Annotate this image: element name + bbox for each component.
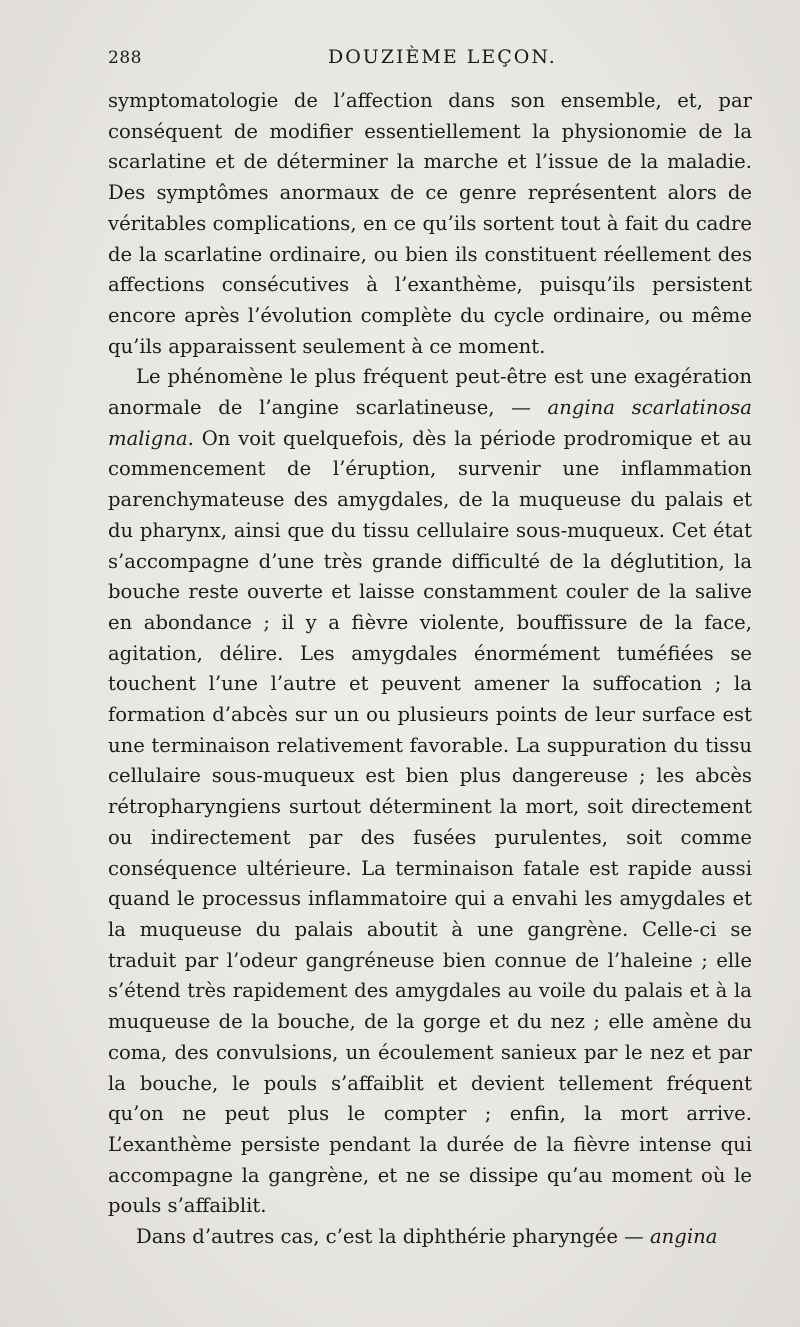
paragraph-2 [108,362,752,1222]
running-head: DOUZIÈME LEÇON. [328,46,557,68]
page-header [108,44,748,74]
paragraph-1: symptomatologie de l’affection dans son ensemble, et, par conséquent de modifier essentiellement la physionomie de la scarlatine et de déterminer la marche et l’issue de la maladie. Des symptômes anormaux de ce genre représentent alors de véritables complications, en ce qu’ils sortent tout à fait du cadre de la scarlatine ordinaire, ou bien ils constituent réellement des affections consécutives à l’exanthème, puisqu’ils persistent encore après l’évolution complète du cycle ordinaire, ou même qu’ils apparaissent seulement à ce moment. [108,89,752,358]
paragraph-3-latin-term: angina [649,1225,718,1249]
paragraph-3 [108,1222,752,1253]
paragraph-2-intro: Le phénomène le plus fréquent peut-être est une exagération anormale de l’angine scarlatineuse, — [108,365,752,420]
paragraph-3-intro: Dans d’autres cas, c’est la diphthérie pharyngée — [136,1225,650,1249]
body-text [108,86,752,1253]
paragraph-2-latin-term: angina scarlatinosa maligna. [108,396,752,450]
paragraph-2-body: On voit quelquefois, dès la période prodromique et au commencement de l’éruption, survenir une inflammation parenchymateuse des amygdales, de la muqueuse du palais et du pharynx, ainsi que du tissu cellulaire sous-muqueux. Cet état s’accompagne d’une très grande difficulté de la déglutition, la bouche reste ouverte et laisse constamment couler de la salive en abondance ; il y a fièvre violente, bouffissure de la face, agitation, délire. Les amygdales énormément tuméfiées se touchent l’une l’autre et peuvent amener la suffocation ; la formation d’abcès sur un ou plusieurs points de leur surface est une terminaison relativement favorable. La suppuration du tissu cellulaire sous-muqueux est bien plus dangereuse ; les abcès rétropharyngiens surtout déterminent la mort, soit directement ou indirectement par des fusées purulentes, soit comme conséquence ultérieure. La terminaison fatale est rapide aussi quand le processus inflammatoire qui a envahi les amygdales et la muqueuse du palais aboutit à une gangrène. Celle-ci se traduit par l’odeur gangréneuse bien connue de l’haleine ; elle s’étend très rapidement des amygdales au voile du palais et à la muqueuse de la bouche, de la gorge et du nez ; elle amène du coma, des convulsions, un écoulement sanieux par le nez et par la bouche, le pouls s’affaiblit et devient tellement fréquent qu’on ne peut plus le compter ; enfin, la mort arrive. L’exanthème persiste pendant la durée de la fièvre intense qui accompagne la gangrène, et ne se dissipe qu’au moment où le pouls s’affaiblit. [108,426,752,1218]
page-number: 288 [108,48,142,68]
